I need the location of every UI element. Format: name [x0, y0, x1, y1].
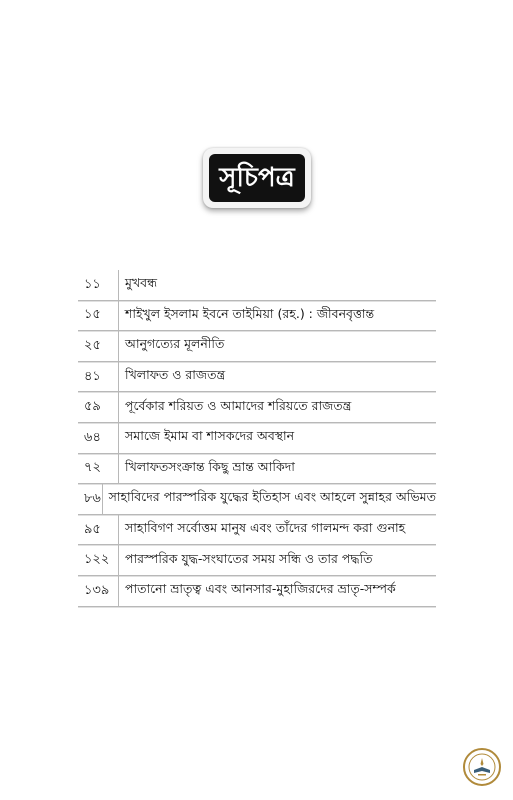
toc-entry-title: পাতানো ভ্রাতৃত্ব এবং আনসার-মুহাজিরদের ভ্রাতৃ-সম্পর্ক	[125, 581, 396, 597]
toc-page-number: ৯৫	[84, 521, 101, 537]
toc-entry-title: সাহাবিগণ সর্বোত্তম মানুষ এবং তাঁদের গালমন্দ করা গুনাহ	[125, 520, 406, 536]
toc-page-number: ৬৪	[84, 429, 101, 445]
toc-row[interactable]	[78, 301, 436, 332]
toc-entry-title: খিলাফতসংক্রান্ত কিছু ভ্রান্ত আকিদা	[125, 458, 295, 474]
toc-entry-title: আনুগত্যের মূলনীতি	[125, 336, 225, 352]
toc-row[interactable]	[78, 331, 436, 362]
toc-entry-title: শাইখুল ইসলাম ইবনে তাইমিয়া (রহ.) : জীবনবৃত্তান্ত	[125, 305, 375, 321]
toc-entry-title: মুখবন্ধ	[125, 275, 158, 291]
publisher-emblem-icon	[463, 748, 501, 786]
toc-page-number: ৮৬	[84, 490, 101, 506]
toc-entry-title: পারস্পরিক যুদ্ধ-সংঘাতের সময় সন্ধি ও তার পদ্ধতি	[125, 550, 373, 566]
toc-row[interactable]	[78, 545, 436, 576]
table-of-contents	[78, 270, 436, 607]
toc-row[interactable]	[78, 362, 436, 393]
toc-page-number: ১৫	[84, 307, 101, 323]
toc-page-number: ১২২	[84, 552, 110, 568]
toc-row[interactable]	[78, 576, 436, 607]
title-badge	[203, 148, 311, 208]
toc-page-number: ৭২	[84, 460, 101, 476]
toc-entry-title: সাহাবিদের পারস্পরিক যুদ্ধের ইতিহাস এবং আহলে সুন্নাহর অভিমত	[108, 489, 436, 505]
toc-row[interactable]	[78, 515, 436, 546]
toc-row[interactable]	[78, 454, 436, 485]
toc-entry-title: সমাজে ইমাম বা শাসকদের অবস্থান	[125, 428, 295, 444]
toc-row[interactable]	[78, 392, 436, 423]
toc-page-number: ১১	[84, 276, 101, 292]
toc-page-number: ২৫	[84, 337, 101, 353]
toc-row[interactable]	[78, 484, 436, 515]
page-title: সূচিপত্র	[219, 163, 295, 193]
toc-entry-title: পূর্বেকার শরিয়ত ও আমাদের শরিয়তে রাজতন্ত্র	[125, 397, 352, 413]
toc-page-number: ৫৯	[84, 399, 101, 415]
toc-entry-title: খিলাফত ও রাজতন্ত্র	[125, 367, 226, 383]
title-box	[209, 154, 305, 202]
toc-row[interactable]	[78, 423, 436, 454]
toc-page-number: ১৩৯	[84, 582, 110, 598]
toc-page-number: ৪১	[84, 368, 101, 384]
toc-row[interactable]	[78, 270, 436, 301]
